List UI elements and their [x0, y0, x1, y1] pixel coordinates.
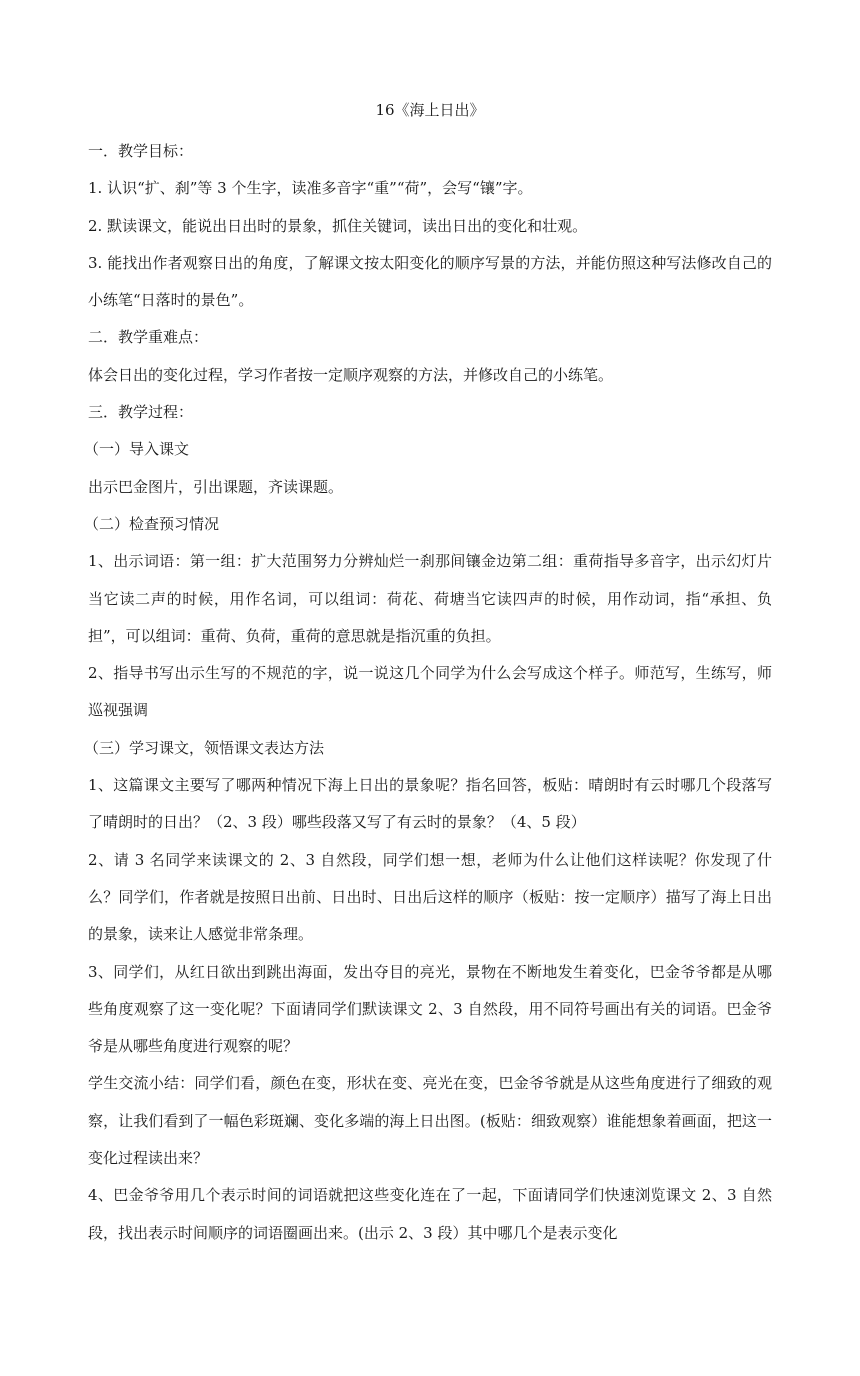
- document-title: 16《海上日出》: [375, 101, 485, 119]
- study-item: 3、同学们，从红日欲出到跳出海面，发出夺目的亮光，景物在不断地发生着变化，巴金爷爷都是从哪些角度观察了这一变化呢？下面请同学们默读课文 2、3 自然段，用不同符号画出有关的词语。巴金爷爷是从哪些角度进行观察的呢？: [88, 962, 772, 1056]
- section-heading-key-points: 二．教学重难点：: [88, 328, 209, 347]
- study-item: 学生交流小结：同学们看，颜色在变，形状在变、亮光在变，巴金爷爷就是从这些角度进行了细致的观察，让我们看到了一幅色彩斑斓、变化多端的海上日出图。(板贴：细致观察）谁能想象着画面，把这一变化过程读出来？: [88, 1074, 772, 1168]
- subsection-heading-preview: （二）检查预习情况: [84, 514, 220, 533]
- objective-item: 1. 认识“扩、刹”等 3 个生字，读准多音字“重”“荷”，会写“镶”字。: [88, 179, 533, 198]
- preview-item: 2、指导书写出示生写的不规范的字，说一说这几个同学为什么会写成这个样子。师范写，生练写，师巡视强调: [88, 664, 772, 720]
- intro-text: 出示巴金图片，引出课题，齐读课题。: [88, 477, 344, 496]
- objective-item: 2. 默读课文，能说出日出时的景象，抓住关键词，读出日出的变化和壮观。: [88, 216, 588, 235]
- preview-item: 1、出示词语：第一组：扩大范围努力分辨灿烂一刹那间镶金边第二组：重荷指导多音字，出示幻灯片当它读二声的时候，用作名词，可以组词：荷花、荷塘当它读四声的时候，用作动词，指“承担、负担”，可以组词：重荷、负荷，重荷的意思就是指沉重的负担。: [88, 552, 772, 645]
- study-item: 4、巴金爷爷用几个表示时间的词语就把这些变化连在了一起，下面请同学们快速浏览课文 2、3 自然段，找出表示时间顺序的词语圈画出来。(出示 2、3 段）其中哪几个是表示变化: [88, 1186, 772, 1242]
- section-heading-process: 三．教学过程：: [88, 403, 194, 422]
- subsection-heading-intro: （一）导入课文: [84, 440, 190, 459]
- subsection-heading-study: （三）学习课文，领悟课文表达方法: [84, 738, 325, 757]
- key-points-text: 体会日出的变化过程，学习作者按一定顺序观察的方法，并修改自己的小练笔。: [88, 365, 614, 384]
- section-heading-objectives: 一．教学目标：: [88, 142, 194, 160]
- study-item: 1、这篇课文主要写了哪两种情况下海上日出的景象呢？指名回答，板贴：晴朗时有云时哪几个段落写了晴朗时的日出？（2、3 段）哪些段落又写了有云时的景象？（4、5 段）: [88, 776, 772, 832]
- objective-item: 3. 能找出作者观察日出的角度，了解课文按太阳变化的顺序写景的方法，并能仿照这种写法修改自己的小练笔“日落时的景色”。: [88, 253, 772, 310]
- document-page: [84, 100, 772, 1252]
- study-item: 2、请 3 名同学来读课文的 2、3 自然段，同学们想一想，老师为什么让他们这样读呢？你发现了什么？同学们，作者就是按照日出前、日出时、日出后这样的顺序（板贴：按一定顺序）描写了海上日出的景象，读来让人感觉非常条理。: [88, 850, 772, 944]
